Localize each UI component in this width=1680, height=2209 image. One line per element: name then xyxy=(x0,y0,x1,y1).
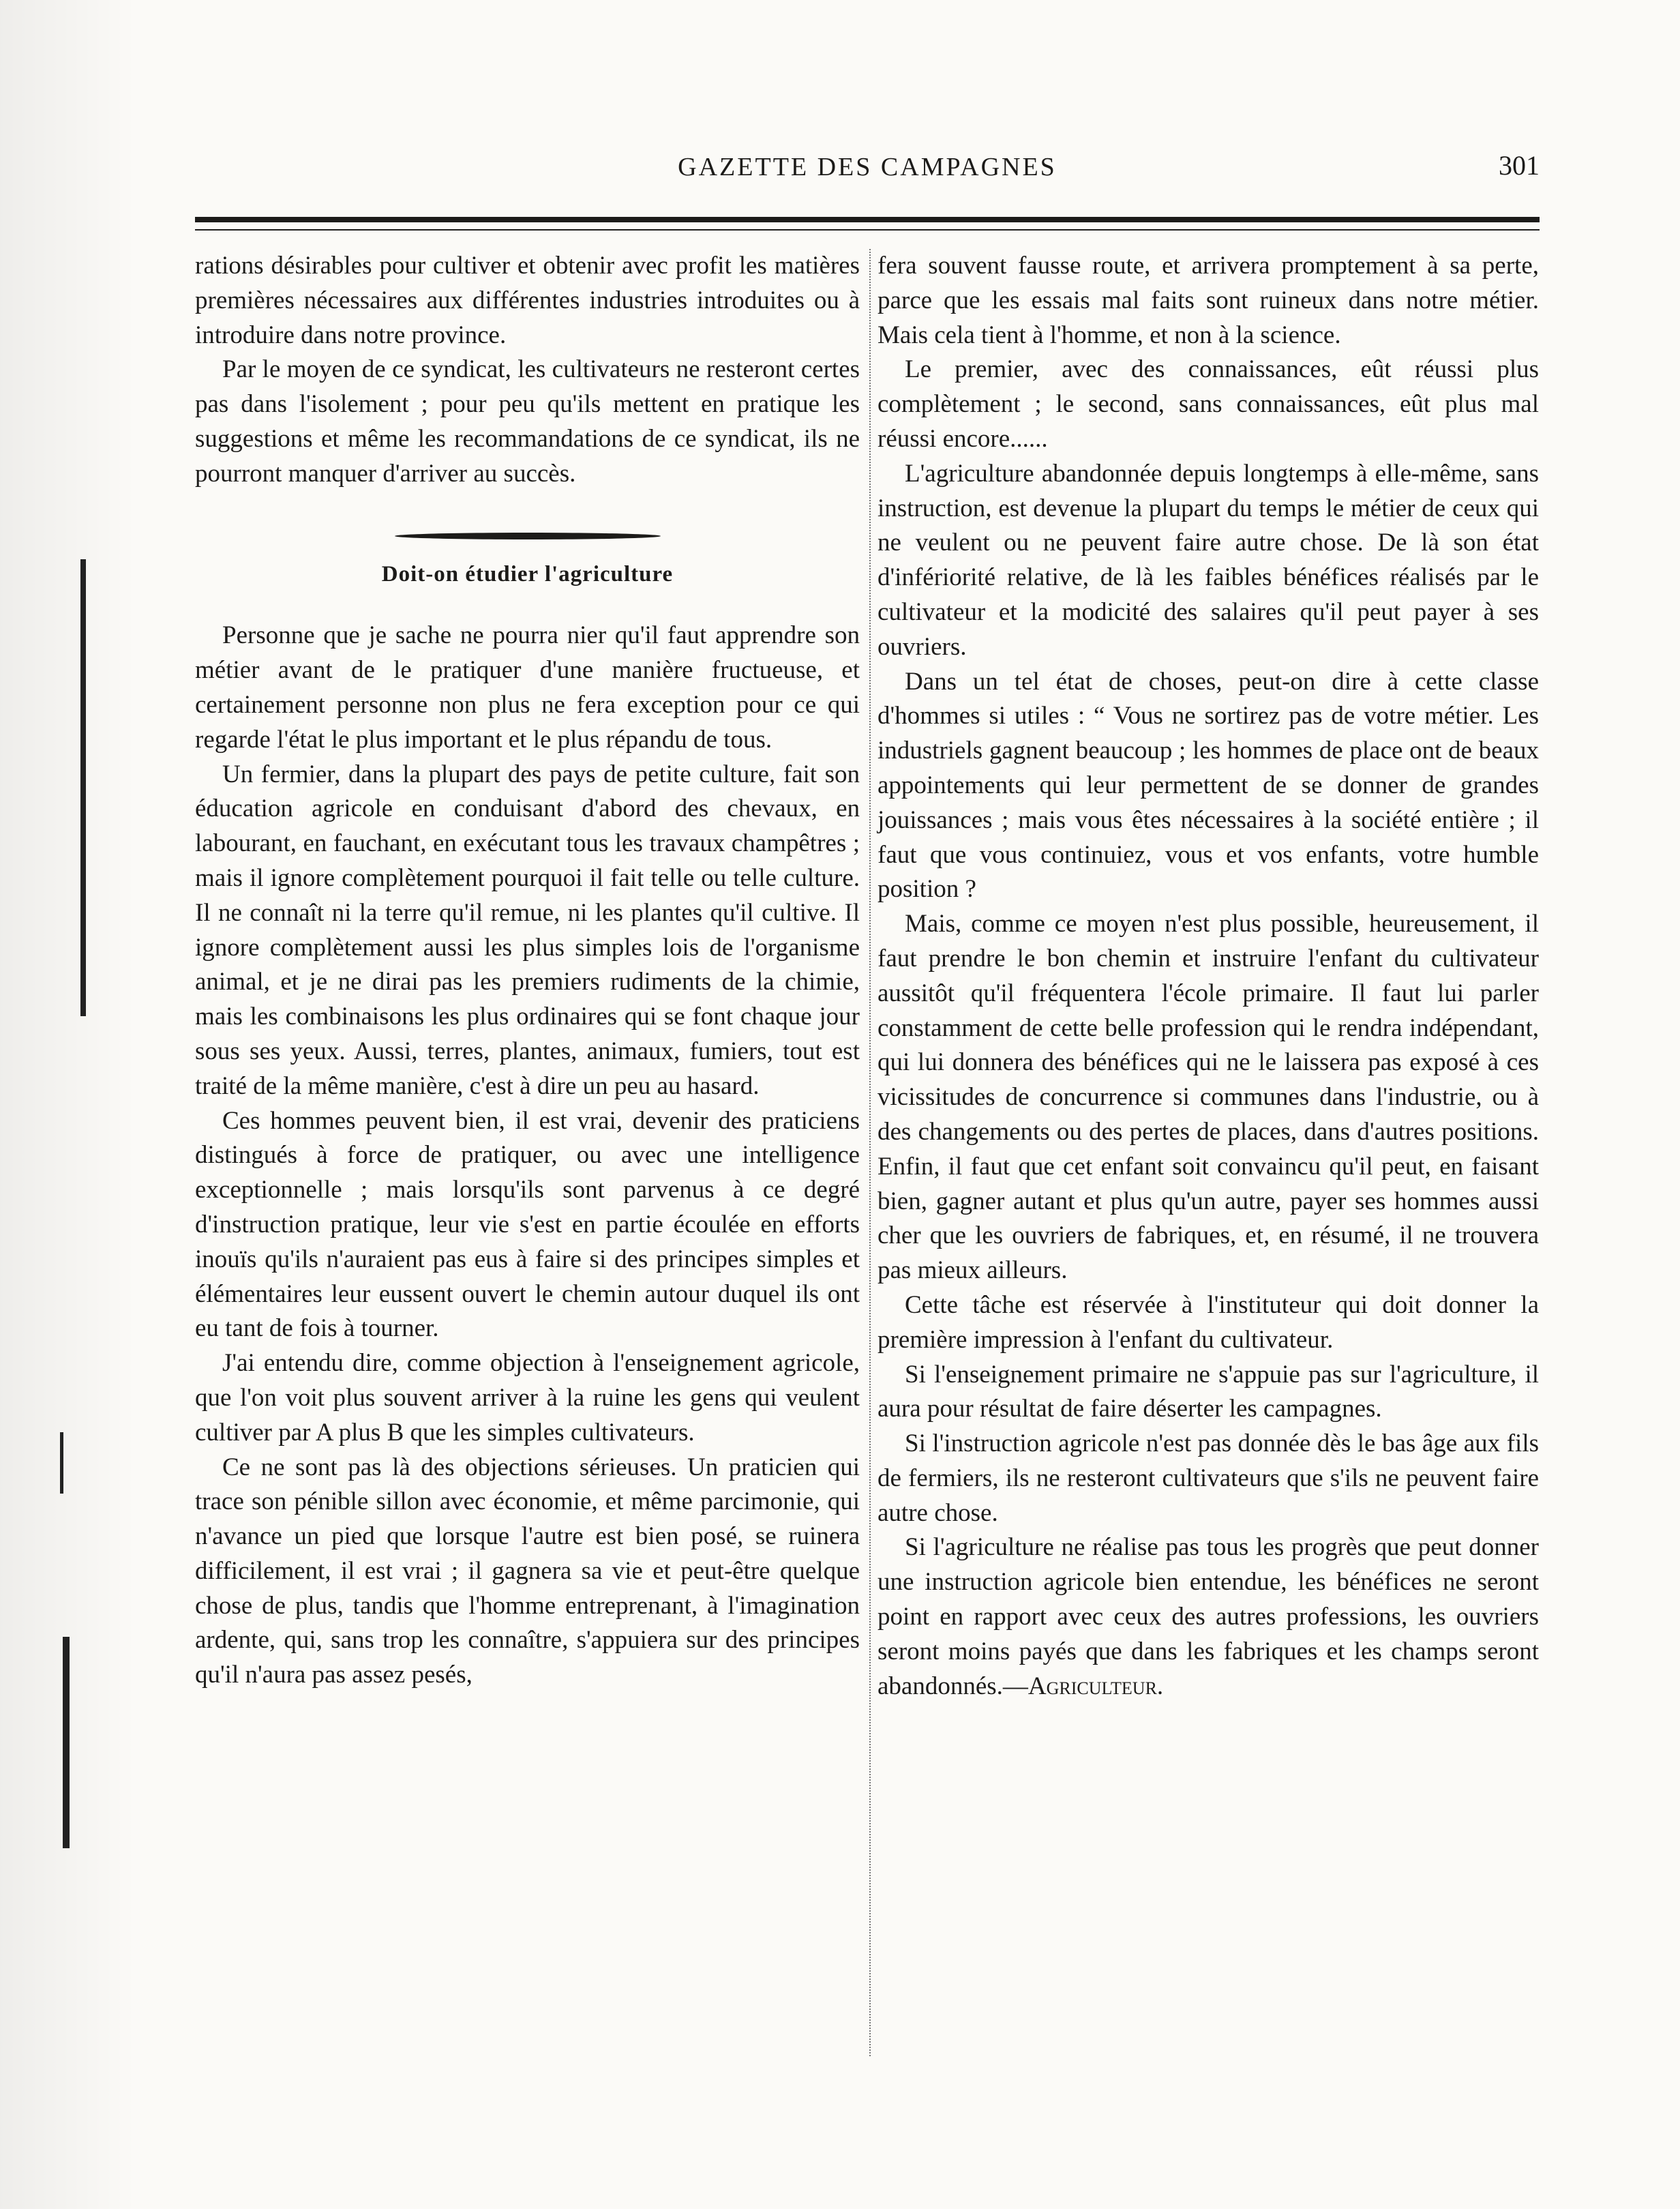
paragraph: Par le moyen de ce syndicat, les cultivateurs ne resteront certes pas dans l'isolement ; pour peu qu'ils mettent en pratique les suggestions et même les recommandations de ce syndicat, ils ne pourront manquer d'arriver au succès. xyxy=(195,355,860,488)
binding-mark xyxy=(80,559,86,1016)
paragraph: fera souvent fausse route, et arrivera promptement à sa perte, parce que les essais mal faits sont ruineux dans notre métier. Mais cela tient à l'homme, et non à la science. xyxy=(877,252,1539,349)
paragraph: Si l'instruction agricole n'est pas donnée dès le bas âge aux fils de fermiers, ils ne resteront cultivateurs que s'ils ne peuvent faire autre chose. xyxy=(877,1429,1539,1527)
paragraph xyxy=(877,1530,1539,1704)
binding-mark xyxy=(63,1637,70,1848)
section-title: Doit-on étudier l'agriculture xyxy=(381,561,674,587)
binding-mark xyxy=(60,1432,63,1494)
page-binding-shadow xyxy=(0,0,136,2209)
paragraph: Ce ne sont pas là des objections sérieuses. Un praticien qui trace son pénible sillon avec économie, et même parcimonie, qui n'avance un pied que lorsque l'autre est bien posé, se ruinera difficilement, il est vrai ; il gagnera sa vie et peut-être quelque chose de plus, tandis que l'homme entreprenant, à l'imagination ardente, qui, sans trop les connaître, s'appuiera sur des principes qu'il n'aura pas assez pesés, xyxy=(195,1453,860,1689)
page-header xyxy=(195,140,1540,188)
header-rule-thin xyxy=(195,229,1540,231)
signature: Agriculteur. xyxy=(1028,1672,1164,1700)
paragraph: Ces hommes peuvent bien, il est vrai, devenir des praticiens distingués à force de pratiquer, ou avec une intelligence exceptionnelle ; mais lorsqu'ils sont parvenus à ce degré d'instruction pratique, leur vie s'est en partie écoulée en efforts inouïs qu'ils n'auraient pas eus à faire si des principes simples et élémentaires leur eussent ouvert le chemin autour duquel ils ont eu tant de fois à tourner. xyxy=(195,1106,860,1343)
paragraph: Dans un tel état de choses, peut-on dire à cette classe d'hommes si utiles : “ Vous ne sortirez pas de votre métier. Les industriels gagnent beaucoup ; les hommes de place ont de beaux appointements qui leur permettent de se donner de grandes jouissances ; mais vous êtes nécessaires à la société entière ; il faut que vous continuiez, vous et vos enfants, votre humble position ? xyxy=(877,667,1539,904)
column-divider xyxy=(869,249,871,2056)
running-title: GAZETTE DES CAMPAGNES xyxy=(678,153,1057,181)
paragraph: Mais, comme ce moyen n'est plus possible, heureusement, il faut prendre le bon chemin et instruire l'enfant du cultivateur aussitôt qu'il fréquentera l'école primaire. Il faut lui parler constamment de cette belle profession qui le rendra indépendant, qui lui donnera des bénéfices qui ne le laissera pas exposé à ces vicissitudes de concurrence si communes dans l'industrie, ou à des changements ou des pertes de places, dans d'autres positions. Enfin, il faut que cet enfant soit convaincu qu'il peut, en faisant bien, gagner autant et plus qu'un autre, payer ses hommes aussi cher que les ouvriers de fabriques, et, en résumé, il ne trouvera pas mieux ailleurs. xyxy=(877,910,1539,1285)
paragraph: Personne que je sache ne pourra nier qu'il faut apprendre son métier avant de le pratiquer d'une manière fructueuse, et certainement personne non plus ne fera exception pour ce qui regarde l'état le plus important et le plus répandu de tous. xyxy=(195,621,860,754)
page-number: 301 xyxy=(1499,150,1540,181)
section-ornament xyxy=(395,533,661,539)
paragraph: L'agriculture abandonnée depuis longtemps à elle-même, sans instruction, est devenue la plupart du temps le métier de ceux qui ne veulent ou ne peuvent faire autre chose. De là son état d'infériorité relative, de là les faibles bénéfices réalisés par le cultivateur et la modicité des salaires qu'il peut payer à ses ouvriers. xyxy=(877,459,1539,661)
header-rule-thick xyxy=(195,217,1540,222)
left-column xyxy=(195,249,860,1693)
right-column xyxy=(877,249,1539,1704)
paragraph: Le premier, avec des connaissances, eût réussi plus complètement ; le second, sans connaissances, eût plus mal réussi encore...... xyxy=(877,355,1539,453)
paragraph: Cette tâche est réservée à l'instituteur qui doit donner la première impression à l'enfant du cultivateur. xyxy=(877,1290,1539,1354)
paragraph: Si l'enseignement primaire ne s'appuie pas sur l'agriculture, il aura pour résultat de faire déserter les campagnes. xyxy=(877,1360,1539,1423)
paragraph: rations désirables pour cultiver et obtenir avec profit les matières premières nécessaires aux différentes industries introduites ou à introduire dans notre province. xyxy=(195,252,860,349)
paragraph: J'ai entendu dire, comme objection à l'enseignement agricole, que l'on voit plus souvent arriver à la ruine les gens qui veulent cultiver par A plus B que les simples cultivateurs. xyxy=(195,1349,860,1447)
paragraph: Un fermier, dans la plupart des pays de petite culture, fait son éducation agricole en conduisant d'abord des chevaux, en labourant, en fauchant, en exécutant tous les travaux champêtres ; mais il ignore complètement pourquoi il fait telle ou telle culture. Il ne connaît ni la terre qu'il remue, ni les plantes qu'il cultive. Il ignore complètement aussi les plus simples lois de l'organisme animal, et je ne dirai pas les premiers rudiments de la chimie, mais les combinaisons les plus ordinaires qui se font chaque jour sous ses yeux. Aussi, terres, plantes, animaux, fumiers, tout est traité de la même manière, c'est à dire un peu au hasard. xyxy=(195,760,860,1100)
paragraph-text: Si l'agriculture ne réalise pas tous les progrès que peut donner une instruction agricole bien entendue, les bénéfices ne seront point en rapport avec ceux des autres professions, les ouvriers seront moins payés que dans les fabriques et les champs seront abandonnés.— xyxy=(877,1533,1539,1700)
